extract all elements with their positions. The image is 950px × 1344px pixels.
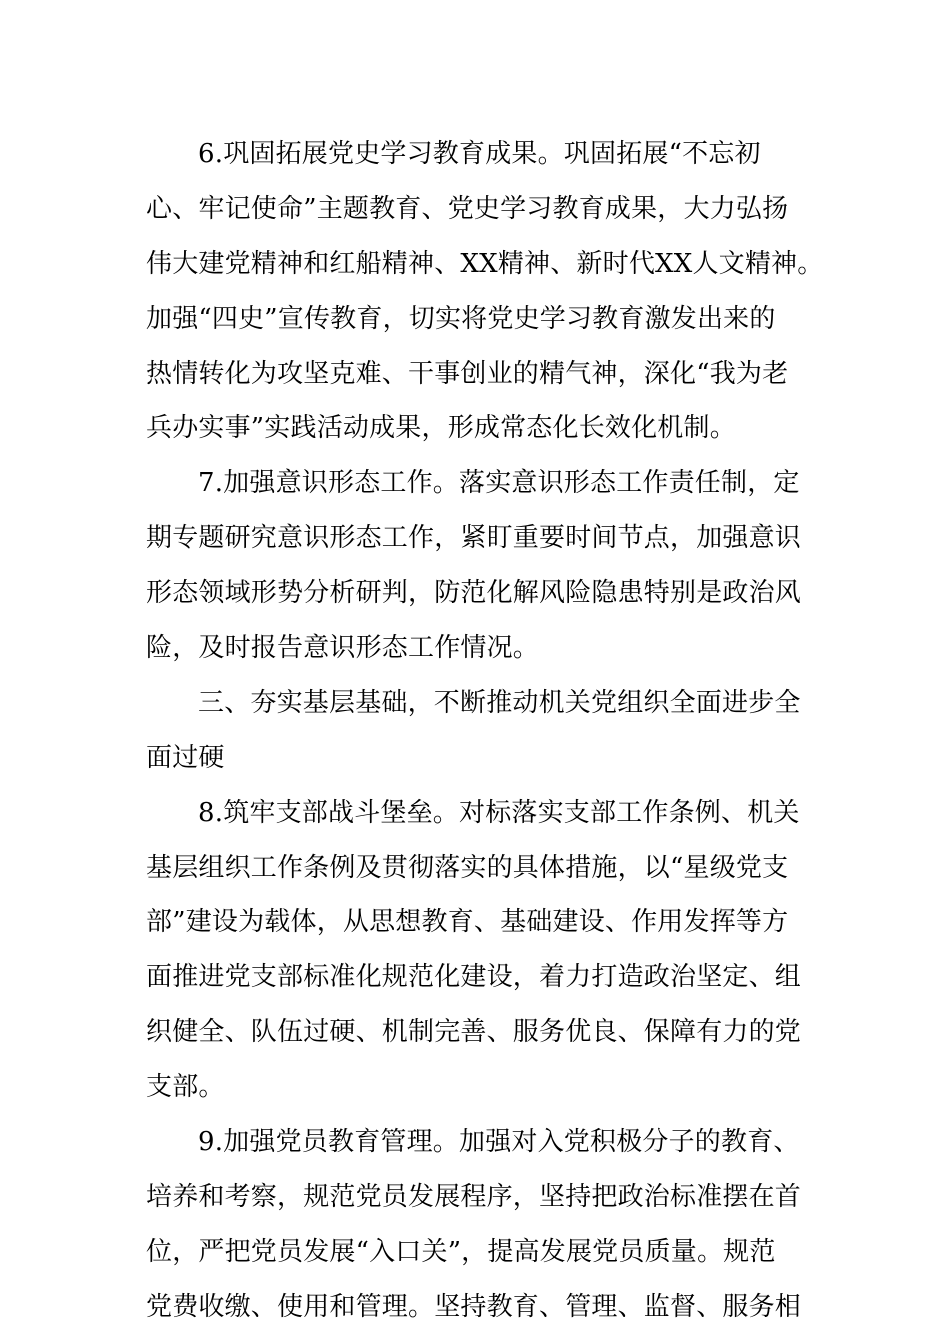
paragraph-7 — [146, 456, 802, 676]
text-line: 织健全、队伍过硬、机制完善、服务优良、保障有力的党 — [146, 1017, 802, 1048]
text-line: 热情转化为攻坚克难、干事创业的精气神，深化“我为老 — [146, 358, 789, 389]
text-line: 9.加强党员教育管理。加强对入党积极分子的教育、 — [198, 1127, 800, 1158]
text-line: 部”建设为载体，从思想教育、基础建设、作用发挥等方 — [146, 907, 789, 938]
text-line: 期专题研究意识形态工作，紧盯重要时间节点，加强意识 — [146, 523, 802, 554]
text-line: 7.加强意识形态工作。落实意识形态工作责任制，定 — [198, 468, 800, 499]
text-line: 兵办实事”实践活动成果，形成常态化长效化机制。 — [146, 413, 736, 444]
paragraph-9 — [146, 1115, 802, 1335]
text-line: 形态领域形势分析研判，防范化解风险隐患特别是政治风 — [146, 578, 802, 609]
text-line: 加强“四史”宣传教育，切实将党史学习教育激发出来的 — [146, 303, 776, 334]
text-line: 6.巩固拓展党史学习教育成果。巩固拓展“不忘初 — [198, 139, 761, 169]
paragraph-8 — [146, 786, 802, 1115]
paragraph-6 — [146, 127, 824, 456]
document-body — [146, 127, 824, 1335]
text-line: 险，及时报告意识形态工作情况。 — [146, 633, 540, 664]
text-line: 党费收缴、使用和管理。坚持教育、管理、监督、服务相 — [146, 1291, 802, 1322]
text-line: 三、夯实基层基础，不断推动机关党组织全面进步全 — [198, 687, 801, 718]
text-line: 8.筑牢支部战斗堡垒。对标落实支部工作条例、机关 — [198, 797, 800, 828]
text-line: 基层组织工作条例及贯彻落实的具体措施，以“星级党支 — [146, 852, 789, 883]
text-line: 位，严把党员发展“入口关”，提高发展党员质量。规范 — [146, 1236, 776, 1267]
text-line: 面过硬 — [146, 742, 225, 773]
text-line: 心、牢记使命”主题教育、党史学习教育成果，大力弘扬 — [146, 193, 789, 224]
text-line: 伟大建党精神和红船精神、XX精神、新时代XX人文精神。 — [146, 248, 824, 279]
text-line: 面推进党支部标准化规范化建设，着力打造政治坚定、组 — [146, 962, 802, 993]
text-line: 支部。 — [146, 1072, 225, 1103]
text-line: 培养和考察，规范党员发展程序，坚持把政治标准摆在首 — [146, 1181, 802, 1212]
section-heading — [146, 676, 801, 786]
